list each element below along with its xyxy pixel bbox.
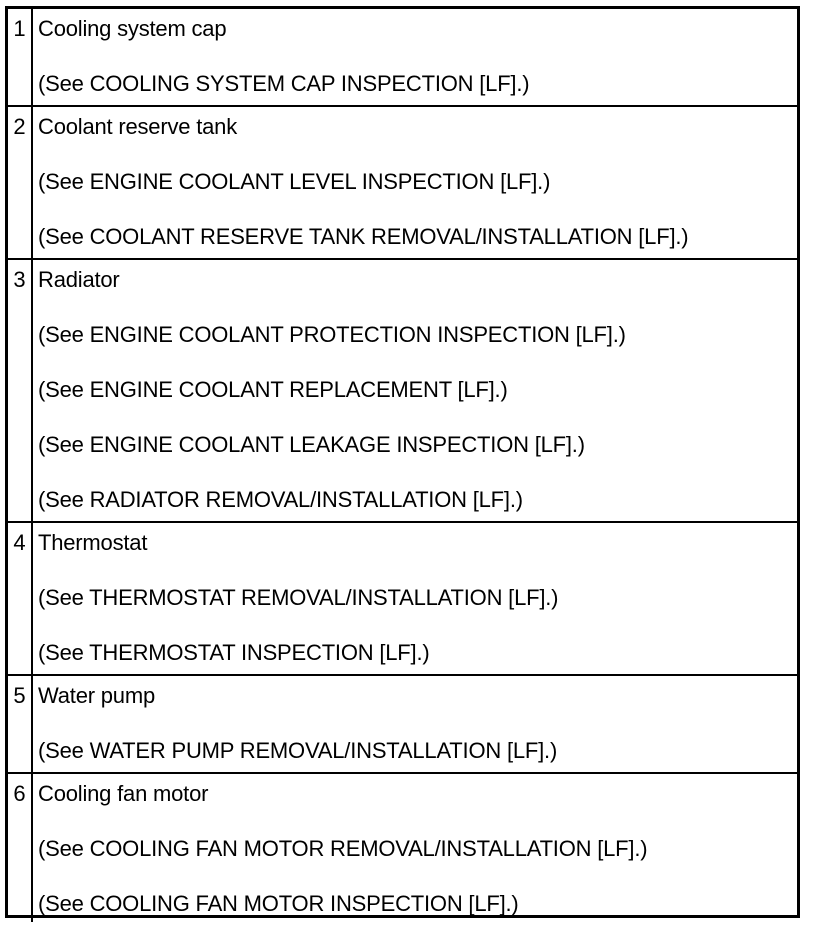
table-row [8,258,797,521]
component-title: Coolant reserve tank [38,114,237,139]
row-number: 4 [8,523,33,674]
reference-link[interactable]: (See ENGINE COOLANT LEVEL INSPECTION [LF].) [38,169,551,194]
reference-link[interactable]: (See COOLING SYSTEM CAP INSPECTION [LF].) [38,71,530,96]
row-content [33,9,797,105]
reference-link[interactable]: (See THERMOSTAT INSPECTION [LF].) [38,640,430,665]
row-content [33,107,797,258]
row-content [33,676,797,772]
reference-link[interactable]: (See COOLING FAN MOTOR REMOVAL/INSTALLATION [LF].) [38,836,648,861]
reference-link[interactable]: (See ENGINE COOLANT PROTECTION INSPECTION [LF].) [38,322,626,347]
reference-link[interactable]: (See ENGINE COOLANT LEAKAGE INSPECTION [LF].) [38,432,585,457]
row-number: 1 [8,9,33,105]
table-row [8,772,797,922]
component-title: Water pump [38,683,156,708]
table-row [8,521,797,674]
component-title: Radiator [38,267,120,292]
component-reference-table [5,6,800,918]
row-number: 6 [8,774,33,922]
reference-link[interactable]: (See RADIATOR REMOVAL/INSTALLATION [LF].) [38,487,523,512]
table-row [8,105,797,258]
component-title: Cooling system cap [38,16,227,41]
reference-link[interactable]: (See COOLING FAN MOTOR INSPECTION [LF].) [38,891,519,916]
row-content [33,260,797,521]
row-number: 2 [8,107,33,258]
reference-link[interactable]: (See THERMOSTAT REMOVAL/INSTALLATION [LF].) [38,585,559,610]
reference-link[interactable]: (See COOLANT RESERVE TANK REMOVAL/INSTALLATION [LF].) [38,224,689,249]
row-content [33,523,797,674]
table-row [8,9,797,105]
row-content [33,774,797,922]
component-title: Cooling fan motor [38,781,209,806]
component-title: Thermostat [38,530,148,555]
reference-link[interactable]: (See WATER PUMP REMOVAL/INSTALLATION [LF].) [38,738,558,763]
row-number: 5 [8,676,33,772]
row-number: 3 [8,260,33,521]
reference-link[interactable]: (See ENGINE COOLANT REPLACEMENT [LF].) [38,377,508,402]
table-row [8,674,797,772]
